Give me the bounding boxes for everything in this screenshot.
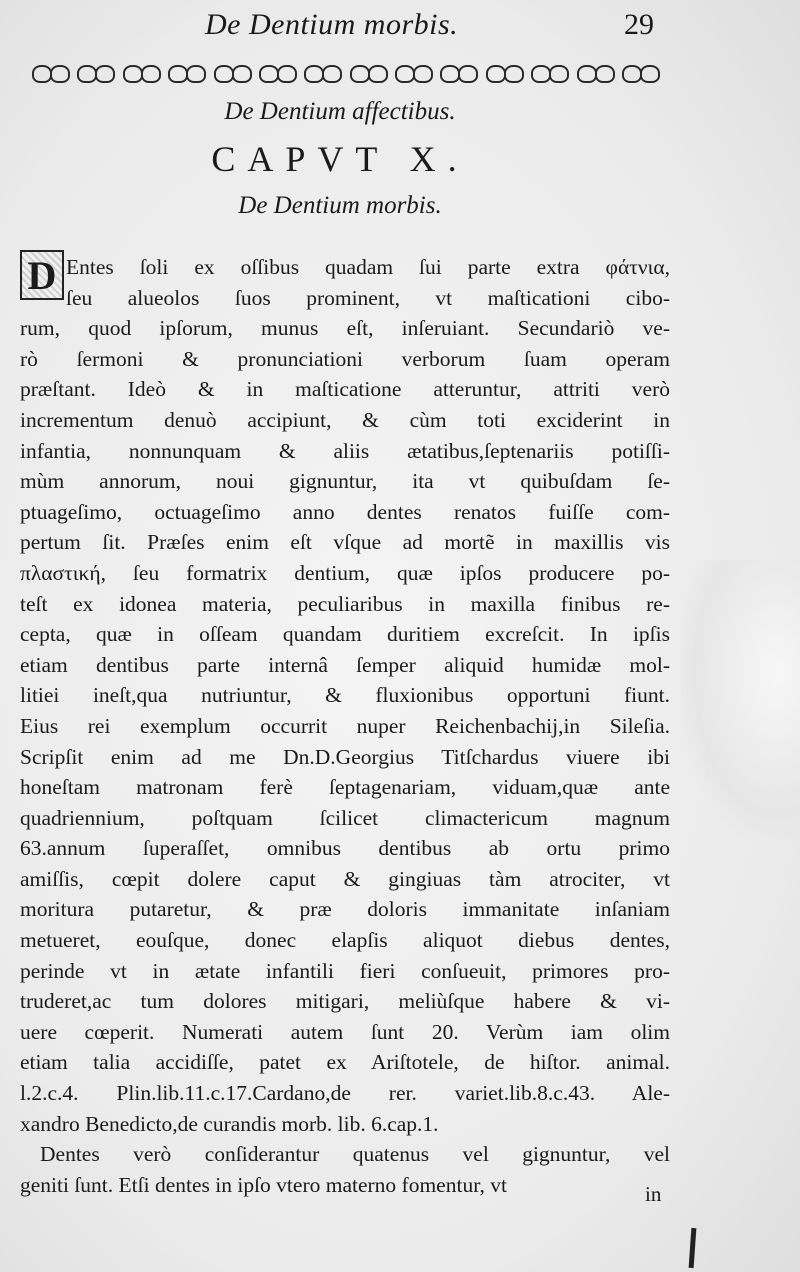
text-line: ſeu alueolos ſuos prominent, vt maſticationi cibo- (66, 285, 670, 310)
ornament-icon (620, 63, 660, 81)
text-line: geniti ſunt. Etſi dentes in ipſo vtero materno fomentur, vt (20, 1172, 507, 1197)
ornament-icon (30, 63, 70, 81)
section-title: De Dentium affectibus. (224, 98, 456, 125)
ornament-icon (484, 63, 524, 81)
ornament-icon (438, 63, 478, 81)
text-line: litiei ineſt,qua nutriuntur, & fluxionibus opportuni fiunt. (20, 683, 670, 708)
ink-mark (689, 1228, 697, 1268)
text-line: incrementum denuò accipiunt, & cùm toti exciderint in (20, 407, 670, 432)
running-title: De Dentium morbis. (205, 8, 459, 41)
text-line: cepta, quæ in oſſeam quandam duritiem excreſcit. In ipſis (20, 622, 670, 647)
text-line: ptuageſimo, octuageſimo anno dentes renatos fuiſſe com- (20, 499, 670, 524)
text-line: Entes ſoli ex oſſibus quadam ſui parte extra φάτνια, (66, 255, 670, 279)
ornament-icon (75, 63, 115, 81)
text-line: etiam talia accidiſſe, patet ex Ariſtotele, de hiſtor. animal. (20, 1050, 670, 1075)
text-line: teſt ex idonea materia, peculiaribus in maxilla finibus re- (20, 591, 670, 616)
drop-cap: D (20, 250, 64, 300)
text-line: infantia, nonnunquam & aliis ætatibus,ſeptenariis potiſſi- (20, 438, 670, 463)
text-line: perinde vt in ætate infantili fieri conſueuit, primores pro- (20, 958, 670, 983)
text-line: quadriennium, poſtquam ſcilicet climactericum magnum (20, 805, 670, 830)
text-line: moritura putaretur, & præ doloris immanitate inſaniam (20, 897, 670, 922)
text-line: Dentes verò conſiderantur quatenus vel gignuntur, vel (40, 1142, 670, 1167)
text-line: truderet,ac tum dolores mitigari, meliùſque habere & vi- (20, 989, 670, 1014)
text-line: l.2.c.4. Plin.lib.11.c.17.Cardano,de rer. variet.lib.8.c.43. Ale- (20, 1081, 670, 1106)
text-line: rò ſermoni & pronunciationi verborum ſuam operam (20, 346, 670, 371)
text-line: xandro Benedicto,de curandis morb. lib. 6.cap.1. (20, 1111, 439, 1136)
page-header (0, 8, 800, 52)
body-text (20, 252, 670, 1200)
ornament-icon (212, 63, 252, 81)
catchword: in (645, 1182, 662, 1206)
ornament-icon (121, 63, 161, 81)
text-line: amiſſis, cœpit dolere caput & gingiuas tàm atrociter, vt (20, 866, 670, 891)
text-line: uere cœperit. Numerati autem ſunt 20. Verùm iam olim (20, 1019, 670, 1044)
ornament-icon (257, 63, 297, 81)
paper-stain (680, 560, 800, 840)
text-line: pertum ſit. Præſes enim eſt vſque ad mortẽ in maxillis vis (20, 530, 670, 555)
text-line: honeſtam matronam ferè ſeptagenariam, viduam,quæ ante (20, 775, 670, 800)
text-line: præſtant. Ideò & in maſticatione atteruntur, attriti verò (20, 377, 670, 402)
ornament-band (30, 60, 660, 84)
ornament-icon (393, 63, 433, 81)
text-line: πλαστική, ſeu formatrix dentium, quæ ipſos producere po- (20, 560, 670, 585)
text-line: metueret, eouſque, donec elapſis aliquot diebus dentes, (20, 928, 670, 953)
text-line: Eius rei exemplum occurrit nuper Reichenbachij,in Sileſia. (20, 713, 670, 738)
text-line: 63.annum ſuperaſſet, omnibus dentibus ab ortu primo (20, 836, 670, 861)
chapter-subtitle: De Dentium morbis. (238, 192, 442, 219)
text-line: etiam dentibus parte internâ ſemper aliquid humidæ mol- (20, 652, 670, 677)
ornament-icon (348, 63, 388, 81)
text-line: mùm annorum, noui gignuntur, ita vt quibuſdam ſe- (20, 469, 670, 494)
ornament-icon (529, 63, 569, 81)
text-line: rum, quod ipſorum, munus eſt, inſeruiant. Secundariò ve- (20, 316, 670, 341)
chapter-title: CAPVT X. (211, 139, 469, 179)
ornament-icon (575, 63, 615, 81)
ornament-icon (166, 63, 206, 81)
ornament-icon (302, 63, 342, 81)
page-number: 29 (624, 8, 654, 41)
text-line: Scripſit enim ad me Dn.D.Georgius Titſchardus viuere ibi (20, 744, 670, 769)
